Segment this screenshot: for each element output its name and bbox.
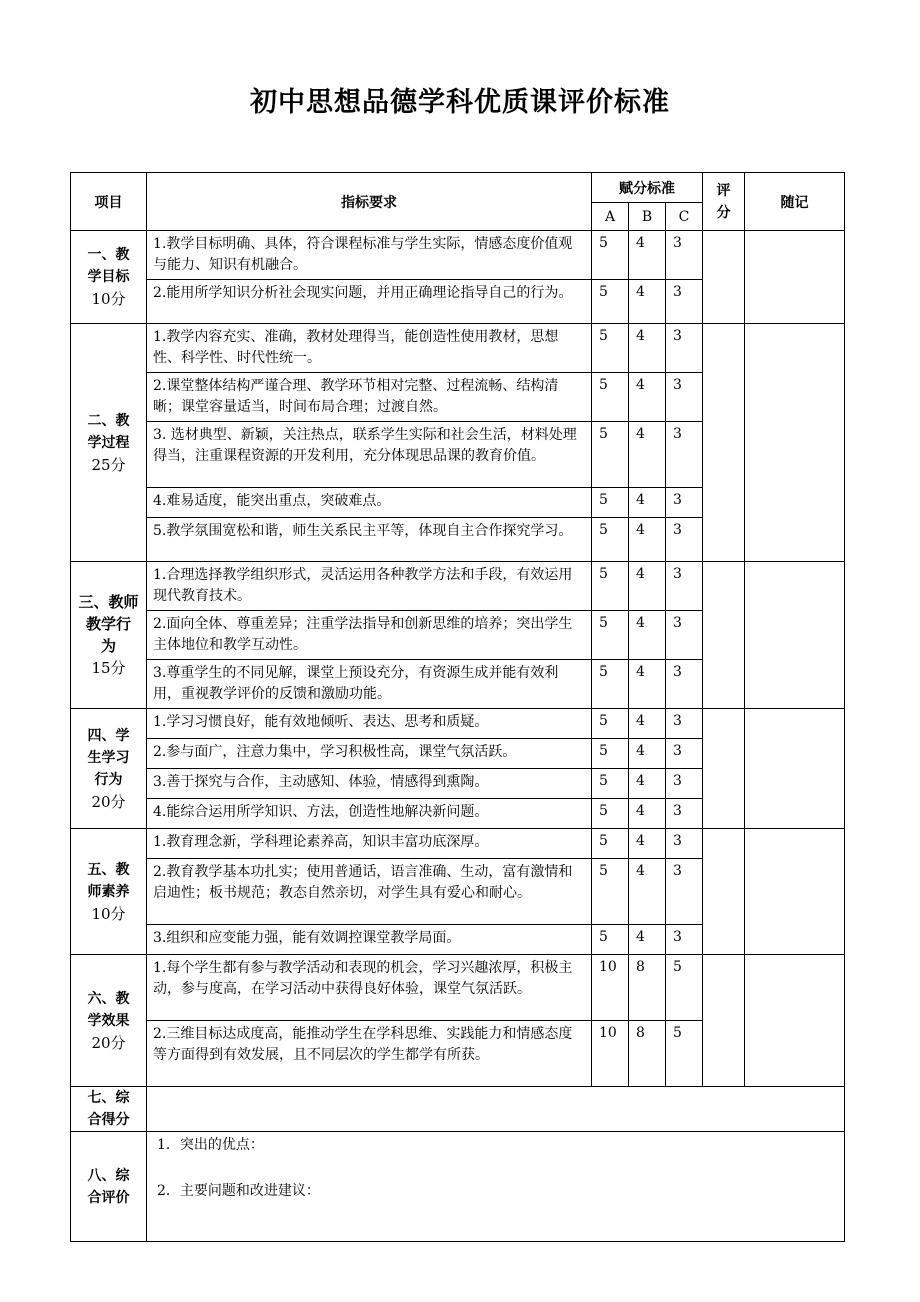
criterion-text: 4.能综合运用所学知识、方法，创造性地解决新问题。 — [147, 799, 592, 829]
header-grade-a: A — [592, 203, 629, 231]
evaluation-field[interactable] — [147, 1132, 845, 1242]
score-cell[interactable] — [703, 709, 745, 829]
grade-a-score: 5 — [592, 829, 629, 859]
section-name: 六、教 学效果 — [87, 990, 130, 1029]
criterion-text: 2.能用所学知识分析社会现实问题，并用正确理论指导自己的行为。 — [147, 280, 592, 324]
header-standard: 赋分标准 — [592, 173, 703, 203]
score-cell[interactable] — [703, 231, 745, 324]
header-requirements: 指标要求 — [147, 173, 592, 231]
grade-a-score: 5 — [592, 562, 629, 611]
criterion-text: 5.教学氛围宽松和谐，师生关系民主平等，体现自主合作探究学习。 — [147, 518, 592, 562]
score-cell[interactable] — [703, 562, 745, 709]
grade-c-score: 3 — [666, 422, 703, 488]
grade-b-score: 8 — [629, 955, 666, 1021]
grade-a-score: 5 — [592, 739, 629, 769]
grade-c-score: 3 — [666, 660, 703, 709]
notes-cell[interactable] — [745, 955, 845, 1087]
criterion-text: 1.教学目标明确、具体，符合课程标准与学生实际，情感态度价值观与能力、知识有机融合。 — [147, 231, 592, 280]
grade-c-score: 3 — [666, 769, 703, 799]
grade-a-score: 5 — [592, 925, 629, 955]
grade-b-score: 4 — [629, 488, 666, 518]
grade-c-score: 3 — [666, 829, 703, 859]
grade-c-score: 5 — [666, 955, 703, 1021]
grade-a-score: 5 — [592, 280, 629, 324]
evaluation-label: 八、综 合评价 — [71, 1132, 147, 1242]
total-score-field[interactable] — [147, 1087, 845, 1132]
grade-a-score: 5 — [592, 611, 629, 660]
section-5-label — [71, 829, 147, 955]
section-1-label — [71, 231, 147, 324]
grade-c-score: 3 — [666, 562, 703, 611]
criterion-text: 2.教育教学基本功扎实；使用普通话，语言准确、生动，富有激情和启迪性；板书规范；教态自然亲切，对学生具有爱心和耐心。 — [147, 859, 592, 925]
grade-b-score: 4 — [629, 611, 666, 660]
section-name: 三、教师 教学行 为 — [78, 593, 139, 655]
criteria-row — [71, 231, 845, 280]
section-name: 五、教 师素养 — [87, 861, 130, 900]
grade-b-score: 4 — [629, 280, 666, 324]
grade-b-score: 4 — [629, 324, 666, 373]
criterion-text: 4.难易适度，能突出重点，突破难点。 — [147, 488, 592, 518]
grade-a-score: 5 — [592, 373, 629, 422]
grade-b-score: 4 — [629, 660, 666, 709]
section-name: 一、教 学目标 — [87, 247, 130, 285]
grade-a-score: 10 — [592, 1021, 629, 1087]
grade-c-score: 3 — [666, 739, 703, 769]
grade-c-score: 3 — [666, 373, 703, 422]
grade-b-score: 4 — [629, 231, 666, 280]
criterion-text: 2.三维目标达成度高，能推动学生在学科思维、实践能力和情感态度等方面得到有效发展，且不同层次的学生都学有所获。 — [147, 1021, 592, 1087]
criterion-text: 3. 选材典型、新颖，关注热点，联系学生实际和社会生活，材料处理得当，注重课程资源的开发利用，充分体现思品课的教育价值。 — [147, 422, 592, 488]
section-points: 15分 — [91, 659, 126, 677]
section-3-label — [71, 562, 147, 709]
grade-a-score: 5 — [592, 799, 629, 829]
grade-b-score: 4 — [629, 769, 666, 799]
criterion-text: 3.组织和应变能力强，能有效调控课堂教学局面。 — [147, 925, 592, 955]
criterion-text: 1.每个学生都有参与教学活动和表现的机会，学习兴趣浓厚，积极主动，参与度高，在学习活动中获得良好体验，课堂气氛活跃。 — [147, 955, 592, 1021]
criterion-text: 2.面向全体、尊重差异；注重学法指导和创新思维的培养；突出学生主体地位和教学互动性。 — [147, 611, 592, 660]
grade-c-score: 3 — [666, 280, 703, 324]
grade-a-score: 5 — [592, 769, 629, 799]
criteria-row — [71, 562, 845, 611]
grade-b-score: 4 — [629, 739, 666, 769]
grade-b-score: 4 — [629, 829, 666, 859]
criterion-text: 1.合理选择教学组织形式，灵活运用各种教学方法和手段，有效运用现代教育技术。 — [147, 562, 592, 611]
section-points: 25分 — [91, 455, 126, 474]
grade-b-score: 8 — [629, 1021, 666, 1087]
grade-a-score: 5 — [592, 709, 629, 739]
grade-c-score: 3 — [666, 611, 703, 660]
grade-b-score: 4 — [629, 859, 666, 925]
criteria-row — [71, 709, 845, 739]
section-points: 20分 — [91, 1033, 126, 1052]
improvements-label: 2．主要问题和改进建议： — [157, 1183, 320, 1199]
criterion-text: 1.教学内容充实、准确，教材处理得当，能创造性使用教材，思想性、科学性、时代性统一。 — [147, 324, 592, 373]
score-cell[interactable] — [703, 829, 745, 955]
grade-b-score: 4 — [629, 373, 666, 422]
criterion-text: 1.学习习惯良好，能有效地倾听、表达、思考和质疑。 — [147, 709, 592, 739]
grade-a-score: 5 — [592, 231, 629, 280]
notes-cell[interactable] — [745, 324, 845, 562]
header-grade-b: B — [629, 203, 666, 231]
notes-cell[interactable] — [745, 829, 845, 955]
grade-a-score: 5 — [592, 518, 629, 562]
grade-b-score: 4 — [629, 518, 666, 562]
grade-b-score: 4 — [629, 422, 666, 488]
header-grade-c: C — [666, 203, 703, 231]
grade-b-score: 4 — [629, 562, 666, 611]
section-4-label — [71, 709, 147, 829]
grade-b-score: 4 — [629, 925, 666, 955]
grade-c-score: 3 — [666, 324, 703, 373]
header-item: 项目 — [71, 173, 147, 231]
criteria-row — [71, 324, 845, 373]
criteria-row — [71, 829, 845, 859]
header-notes: 随记 — [745, 173, 845, 231]
total-score-row — [71, 1087, 845, 1132]
evaluation-row — [71, 1132, 845, 1242]
section-points: 10分 — [91, 290, 126, 308]
section-2-label — [71, 324, 147, 562]
notes-cell[interactable] — [745, 562, 845, 709]
table-body — [71, 173, 845, 1242]
criterion-text: 3.尊重学生的不同见解，课堂上预设充分，有资源生成并能有效利用，重视教学评价的反馈和激励功能。 — [147, 660, 592, 709]
section-points: 10分 — [91, 904, 126, 923]
evaluation-table — [70, 172, 845, 1242]
criteria-row — [71, 955, 845, 1021]
criterion-text: 3.善于探究与合作，主动感知、体验，情感得到熏陶。 — [147, 769, 592, 799]
grade-a-score: 5 — [592, 324, 629, 373]
criterion-text: 2.参与面广，注意力集中，学习积极性高，课堂气氛活跃。 — [147, 739, 592, 769]
grade-c-score: 3 — [666, 709, 703, 739]
section-name: 四、学 生学习 行为 — [87, 727, 130, 788]
grade-c-score: 3 — [666, 488, 703, 518]
notes-cell[interactable] — [745, 231, 845, 324]
section-points: 20分 — [91, 792, 126, 811]
score-cell[interactable] — [703, 955, 745, 1087]
section-name: 二、教 学过程 — [87, 412, 130, 451]
grade-c-score: 3 — [666, 518, 703, 562]
section-6-label — [71, 955, 147, 1087]
grade-a-score: 5 — [592, 859, 629, 925]
grade-b-score: 4 — [629, 799, 666, 829]
grade-a-score: 5 — [592, 422, 629, 488]
notes-cell[interactable] — [745, 709, 845, 829]
total-score-label: 七、综 合得分 — [71, 1087, 147, 1132]
strengths-label: 1．突出的优点： — [157, 1137, 264, 1153]
grade-a-score: 5 — [592, 660, 629, 709]
grade-a-score: 10 — [592, 955, 629, 1021]
grade-c-score: 3 — [666, 859, 703, 925]
score-cell[interactable] — [703, 324, 745, 562]
grade-c-score: 5 — [666, 1021, 703, 1087]
page-title: 初中思想品德学科优质课评价标准 — [250, 87, 670, 118]
header-row — [71, 173, 845, 203]
grade-a-score: 5 — [592, 488, 629, 518]
criterion-text: 1.教育理念新，学科理论素养高，知识丰富功底深厚。 — [147, 829, 592, 859]
criterion-text: 2.课堂整体结构严谨合理、教学环节相对完整、过程流畅、结构清晰；课堂容量适当，时间布局合理；过渡自然。 — [147, 373, 592, 422]
header-score: 评 分 — [703, 173, 745, 231]
grade-b-score: 4 — [629, 709, 666, 739]
grade-c-score: 3 — [666, 799, 703, 829]
grade-c-score: 3 — [666, 231, 703, 280]
grade-c-score: 3 — [666, 925, 703, 955]
